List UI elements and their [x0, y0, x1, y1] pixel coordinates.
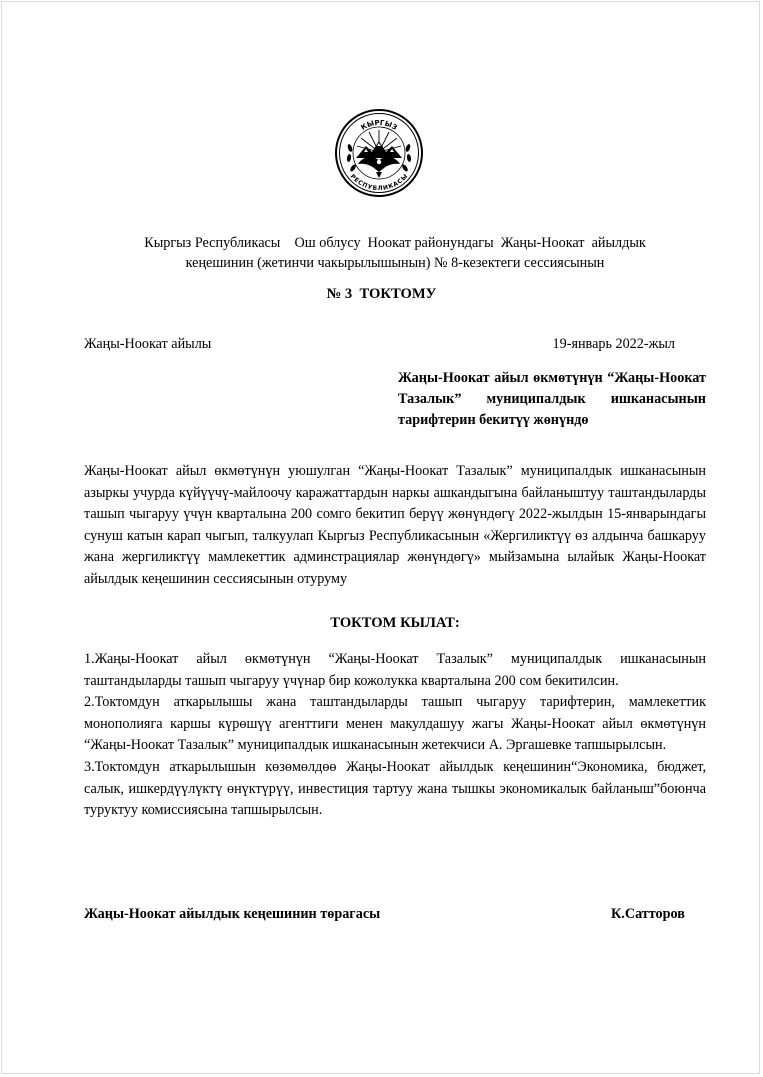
- svg-text:КЫРГЫЗ: [360, 119, 399, 132]
- preamble-paragraph: Жаңы-Ноокат айыл өкмөтүнүн уюшулган “Жаңы-Ноокат Тазалык” муниципалдык ишканасынын азыркы учурда күйүүчү-майлоочу каражаттардын наркы ашкандыгына байланыштуу таштандыларды ташып чыгаруу үчүн кварталына 200 сомго бекитип берүү жөнүндөгү 2022-жылдын 15-январындагы сунуш катын карап чыгып, талкуулап Кыргыз Республикасынын «Жергиликтүү өз алдынча башкаруу жана жергиликтүү мамлекеттик админстрациялар жөнүндөгү» мыйзамына ылайык Жаңы-Ноокат айылдык кеңешинин сессиясынын отуруму: [84, 463, 706, 587]
- document-subject: Жаңы-Ноокат айыл өкмөтүнүн “Жаңы-Ноокат Тазалык” муниципалдык ишканасынын тарифтерин бекитүү жөнүндө: [398, 370, 706, 428]
- document-title: № 3 ТОКТОМУ: [326, 286, 437, 302]
- document-date: 19-январь 2022-жыл: [552, 336, 675, 352]
- decree-heading: ТОКТОМ КЫЛАТ:: [330, 615, 460, 631]
- header-line-1: Кыргыз Республикасы Ош облусу Ноокат районундагы Жаңы-Ноокат айылдык: [144, 235, 646, 251]
- document-place: Жаңы-Ноокат айылы: [84, 336, 212, 352]
- decree-item: 3.Токтомдун аткарылышын көзөмөлдөө Жаңы-Ноокат айылдык кеңешинин“Экономика, бюджет, салык, ишкердүүлүктү өнүктүрүү, инвестиция тартуу жана тышкы экономикалык байланыш”боюнча туруктуу комиссиясына тапшырылсын.: [84, 758, 706, 819]
- emblem-top-text: КЫРГЫЗ: [359, 118, 399, 132]
- state-emblem: [334, 108, 424, 198]
- decree-items: [84, 649, 706, 822]
- signatory-name: К.Сатторов: [611, 906, 685, 922]
- document-header: [80, 233, 710, 273]
- decree-item: 1.Жаңы-Ноокат айыл өкмөтүнүн “Жаңы-Ноокат Тазалык” муниципалдык ишканасынын таштандыларды ташып чыгаруу үчүнар бир кожолукка кварталына 200 сом бекитилсин.: [84, 651, 706, 689]
- signatory-title: Жаңы-Ноокат айылдык кеңешинин төрагасы: [84, 906, 381, 922]
- emblem-bottom-text: РЕСПУБЛИКАСЫ: [348, 172, 410, 193]
- decree-item: 2.Токтомдун аткарылышы жана таштандыларды ташып чыгаруу тарифтерин, мамлекеттик монополияга каршы күрөшүү агенттиги менен макулдашуу жагы Жаңы-Ноокат айыл өкмөтүнүн “Жаңы-Ноокат Тазалык” муниципалдык ишканасынын жетекчиси А. Эргашевке тапшырылсын.: [84, 694, 706, 754]
- header-line-2: кеңешинин (жетинчи чакырылышынын) № 8-кезектеги сессиясынын: [185, 255, 605, 271]
- kyrgyz-state-emblem-icon: [334, 108, 424, 198]
